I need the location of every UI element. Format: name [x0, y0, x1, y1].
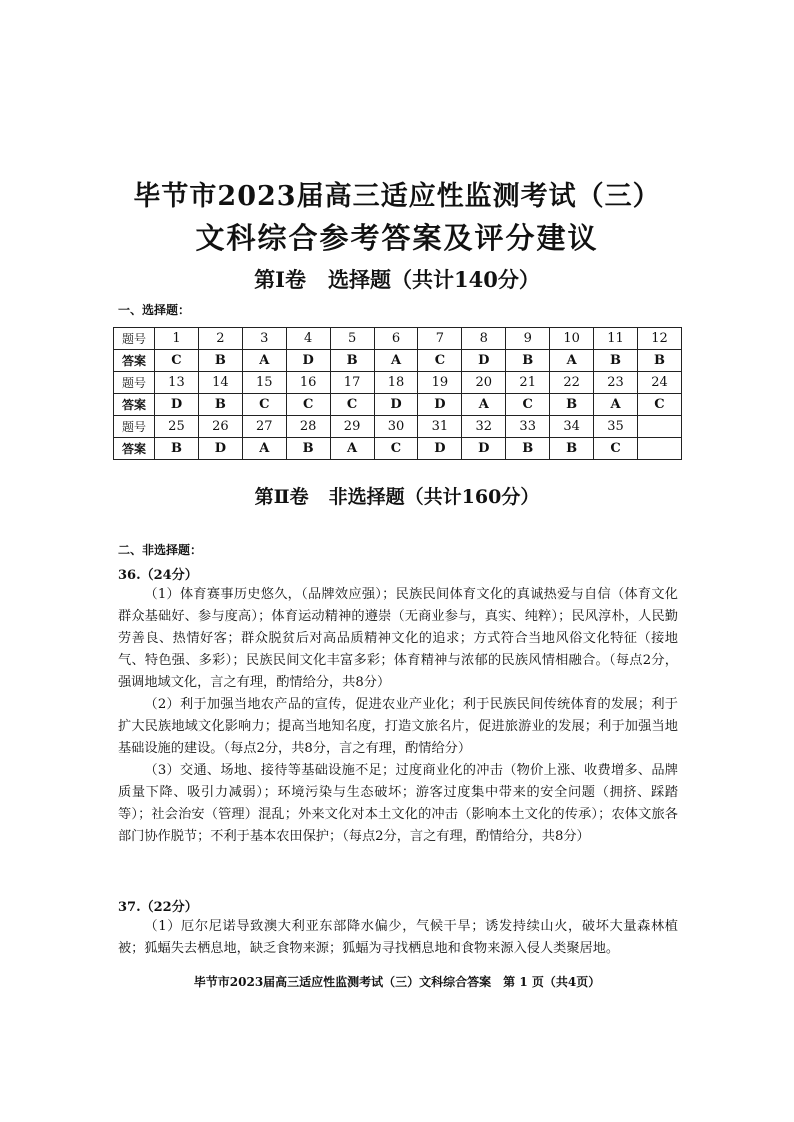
question-number-cell: 26: [198, 416, 242, 438]
question-number-cell: 35: [594, 416, 638, 438]
part1-title-a: 第Ⅰ卷: [254, 267, 306, 292]
answer-cell: B: [594, 350, 638, 372]
part1-title: [0, 264, 794, 294]
answer-cell: A: [242, 438, 286, 460]
question-number-cell: 9: [506, 328, 550, 350]
answer-cell: B: [637, 350, 681, 372]
answer-cell: B: [506, 350, 550, 372]
question-number-cell: 22: [550, 372, 594, 394]
answer-cell: D: [286, 350, 330, 372]
question-number-cell: 29: [330, 416, 374, 438]
answer-cell: C: [637, 394, 681, 416]
question-number-cell: 30: [374, 416, 418, 438]
question-number-cell: 18: [374, 372, 418, 394]
answer-cell: D: [418, 438, 462, 460]
q36-heading: 36.（24分）: [118, 568, 198, 583]
answer-cell: B: [198, 350, 242, 372]
question-number-cell: 10: [550, 328, 594, 350]
question-number-cell: 17: [330, 372, 374, 394]
answer-cell: B: [198, 394, 242, 416]
question-number-cell: 21: [506, 372, 550, 394]
q36-answer-1: （1）体育赛事历史悠久，（品牌效应强）；民族民间体育文化的真诚热爱与自信（体育文化群众基础好、参与度高）；体育运动精神的遵崇（无商业参与，真实、纯粹）；民风淳朴，人民勤劳善良、热情好客；群众脱贫后对高品质精神文化的追求；方式符合当地风俗文化特征（接地气、特色强、多彩）；民族民间文化丰富多彩；体育精神与浓郁的民族风情相融合。（每点2分，强调地域文化，言之有理，酌情给分，共8分）: [118, 587, 678, 690]
answer-cell: D: [462, 350, 506, 372]
row-label-answer: 答案: [114, 438, 155, 460]
q37-heading: 37.（22分）: [118, 900, 198, 915]
question-number-cell: 2: [198, 328, 242, 350]
question-number-row: [114, 416, 682, 438]
page-footer: 毕节市2023届高三适应性监测考试（三）文科综合答案 第 1 页（共4页）: [193, 975, 601, 989]
row-label-question: 题号: [114, 328, 155, 350]
answer-cell: B: [506, 438, 550, 460]
question-number-cell: 7: [418, 328, 462, 350]
question-number-cell: [637, 416, 681, 438]
answer-cell: C: [506, 394, 550, 416]
question-number-cell: 5: [330, 328, 374, 350]
answer-cell: B: [155, 438, 199, 460]
row-label-question: 题号: [114, 416, 155, 438]
answer-cell: A: [550, 350, 594, 372]
answer-cell: C: [242, 394, 286, 416]
answer-cell: D: [198, 438, 242, 460]
question-number-cell: 3: [242, 328, 286, 350]
question-number-cell: 16: [286, 372, 330, 394]
section1-label: 一、选择题：: [118, 303, 191, 317]
question-number-cell: 15: [242, 372, 286, 394]
answer-cell: B: [550, 438, 594, 460]
answer-cell: C: [330, 394, 374, 416]
answer-cell: C: [594, 438, 638, 460]
question-number-cell: 1: [155, 328, 199, 350]
answer-cell: A: [462, 394, 506, 416]
answer-cell: C: [286, 394, 330, 416]
part2-title-a: 第Ⅱ卷: [254, 486, 309, 508]
answer-row: [114, 394, 682, 416]
answer-cell: D: [155, 394, 199, 416]
q36-answer-2: （2）利于加强当地农产品的宣传，促进农业产业化；利于民族民间传统体育的发展；利于扩大民族地域文化影响力；提高当地知名度，打造文旅名片，促进旅游业的发展；利于加强当地基础设施的建设。（每点2分，共8分，言之有理，酌情给分）: [118, 697, 678, 756]
question-number-cell: 13: [155, 372, 199, 394]
question-number-cell: 33: [506, 416, 550, 438]
answer-cell: C: [374, 438, 418, 460]
answer-cell: B: [330, 350, 374, 372]
question-number-cell: 28: [286, 416, 330, 438]
answer-row: [114, 438, 682, 460]
answer-cell: A: [374, 350, 418, 372]
question-number-cell: 14: [198, 372, 242, 394]
exam-title: 毕节市2023届高三适应性监测考试（三）: [133, 181, 661, 212]
question-number-cell: 4: [286, 328, 330, 350]
question-number-cell: 8: [462, 328, 506, 350]
question-number-cell: 32: [462, 416, 506, 438]
answer-cell: C: [418, 350, 462, 372]
question-number-cell: 31: [418, 416, 462, 438]
question-number-cell: 11: [594, 328, 638, 350]
row-label-answer: 答案: [114, 394, 155, 416]
part2-title-b: 非选择题（共计160分）: [328, 486, 540, 508]
row-label-question: 题号: [114, 372, 155, 394]
question-number-cell: 23: [594, 372, 638, 394]
question-number-cell: 27: [242, 416, 286, 438]
section2-label: 二、非选择题：: [118, 543, 203, 557]
question-number-cell: 19: [418, 372, 462, 394]
question-number-cell: 12: [637, 328, 681, 350]
answer-cell: A: [594, 394, 638, 416]
answer-cell: A: [242, 350, 286, 372]
answer-cell: B: [550, 394, 594, 416]
answer-table: [113, 327, 682, 460]
question-number-row: [114, 372, 682, 394]
question-number-cell: 6: [374, 328, 418, 350]
answer-cell: D: [462, 438, 506, 460]
q36-answer-3: （3）交通、场地、接待等基础设施不足；过度商业化的冲击（物价上涨、收费增多、品牌质量下降、吸引力减弱）；环境污染与生态破坏；游客过度集中带来的安全问题（拥挤、踩踏等）；社会治安（管理）混乱；外来文化对本土文化的冲击（影响本土文化的传承）；农体文旅各部门协作脱节；不利于基本农田保护；（每点2分，言之有理，酌情给分，共8分）: [118, 763, 678, 844]
answer-row: [114, 350, 682, 372]
answer-cell: B: [286, 438, 330, 460]
question-number-cell: 34: [550, 416, 594, 438]
answer-cell: [637, 438, 681, 460]
q37-answer-1: （1）厄尔尼诺导致澳大利亚东部降水偏少，气候干旱；诱发持续山火，破坏大量森林植被；狐蝠失去栖息地，缺乏食物来源；狐蝠为寻找栖息地和食物来源入侵人类聚居地。: [118, 919, 678, 956]
question-number-row: [114, 328, 682, 350]
answer-cell: C: [155, 350, 199, 372]
question-number-cell: 24: [637, 372, 681, 394]
answer-cell: D: [418, 394, 462, 416]
part2-title: [0, 482, 794, 509]
row-label-answer: 答案: [114, 350, 155, 372]
answer-cell: D: [374, 394, 418, 416]
question-number-cell: 25: [155, 416, 199, 438]
part1-title-b: 选择题（共计140分）: [327, 267, 540, 292]
question-number-cell: 20: [462, 372, 506, 394]
document-title: 文科综合参考答案及评分建议: [195, 221, 599, 255]
answer-cell: A: [330, 438, 374, 460]
